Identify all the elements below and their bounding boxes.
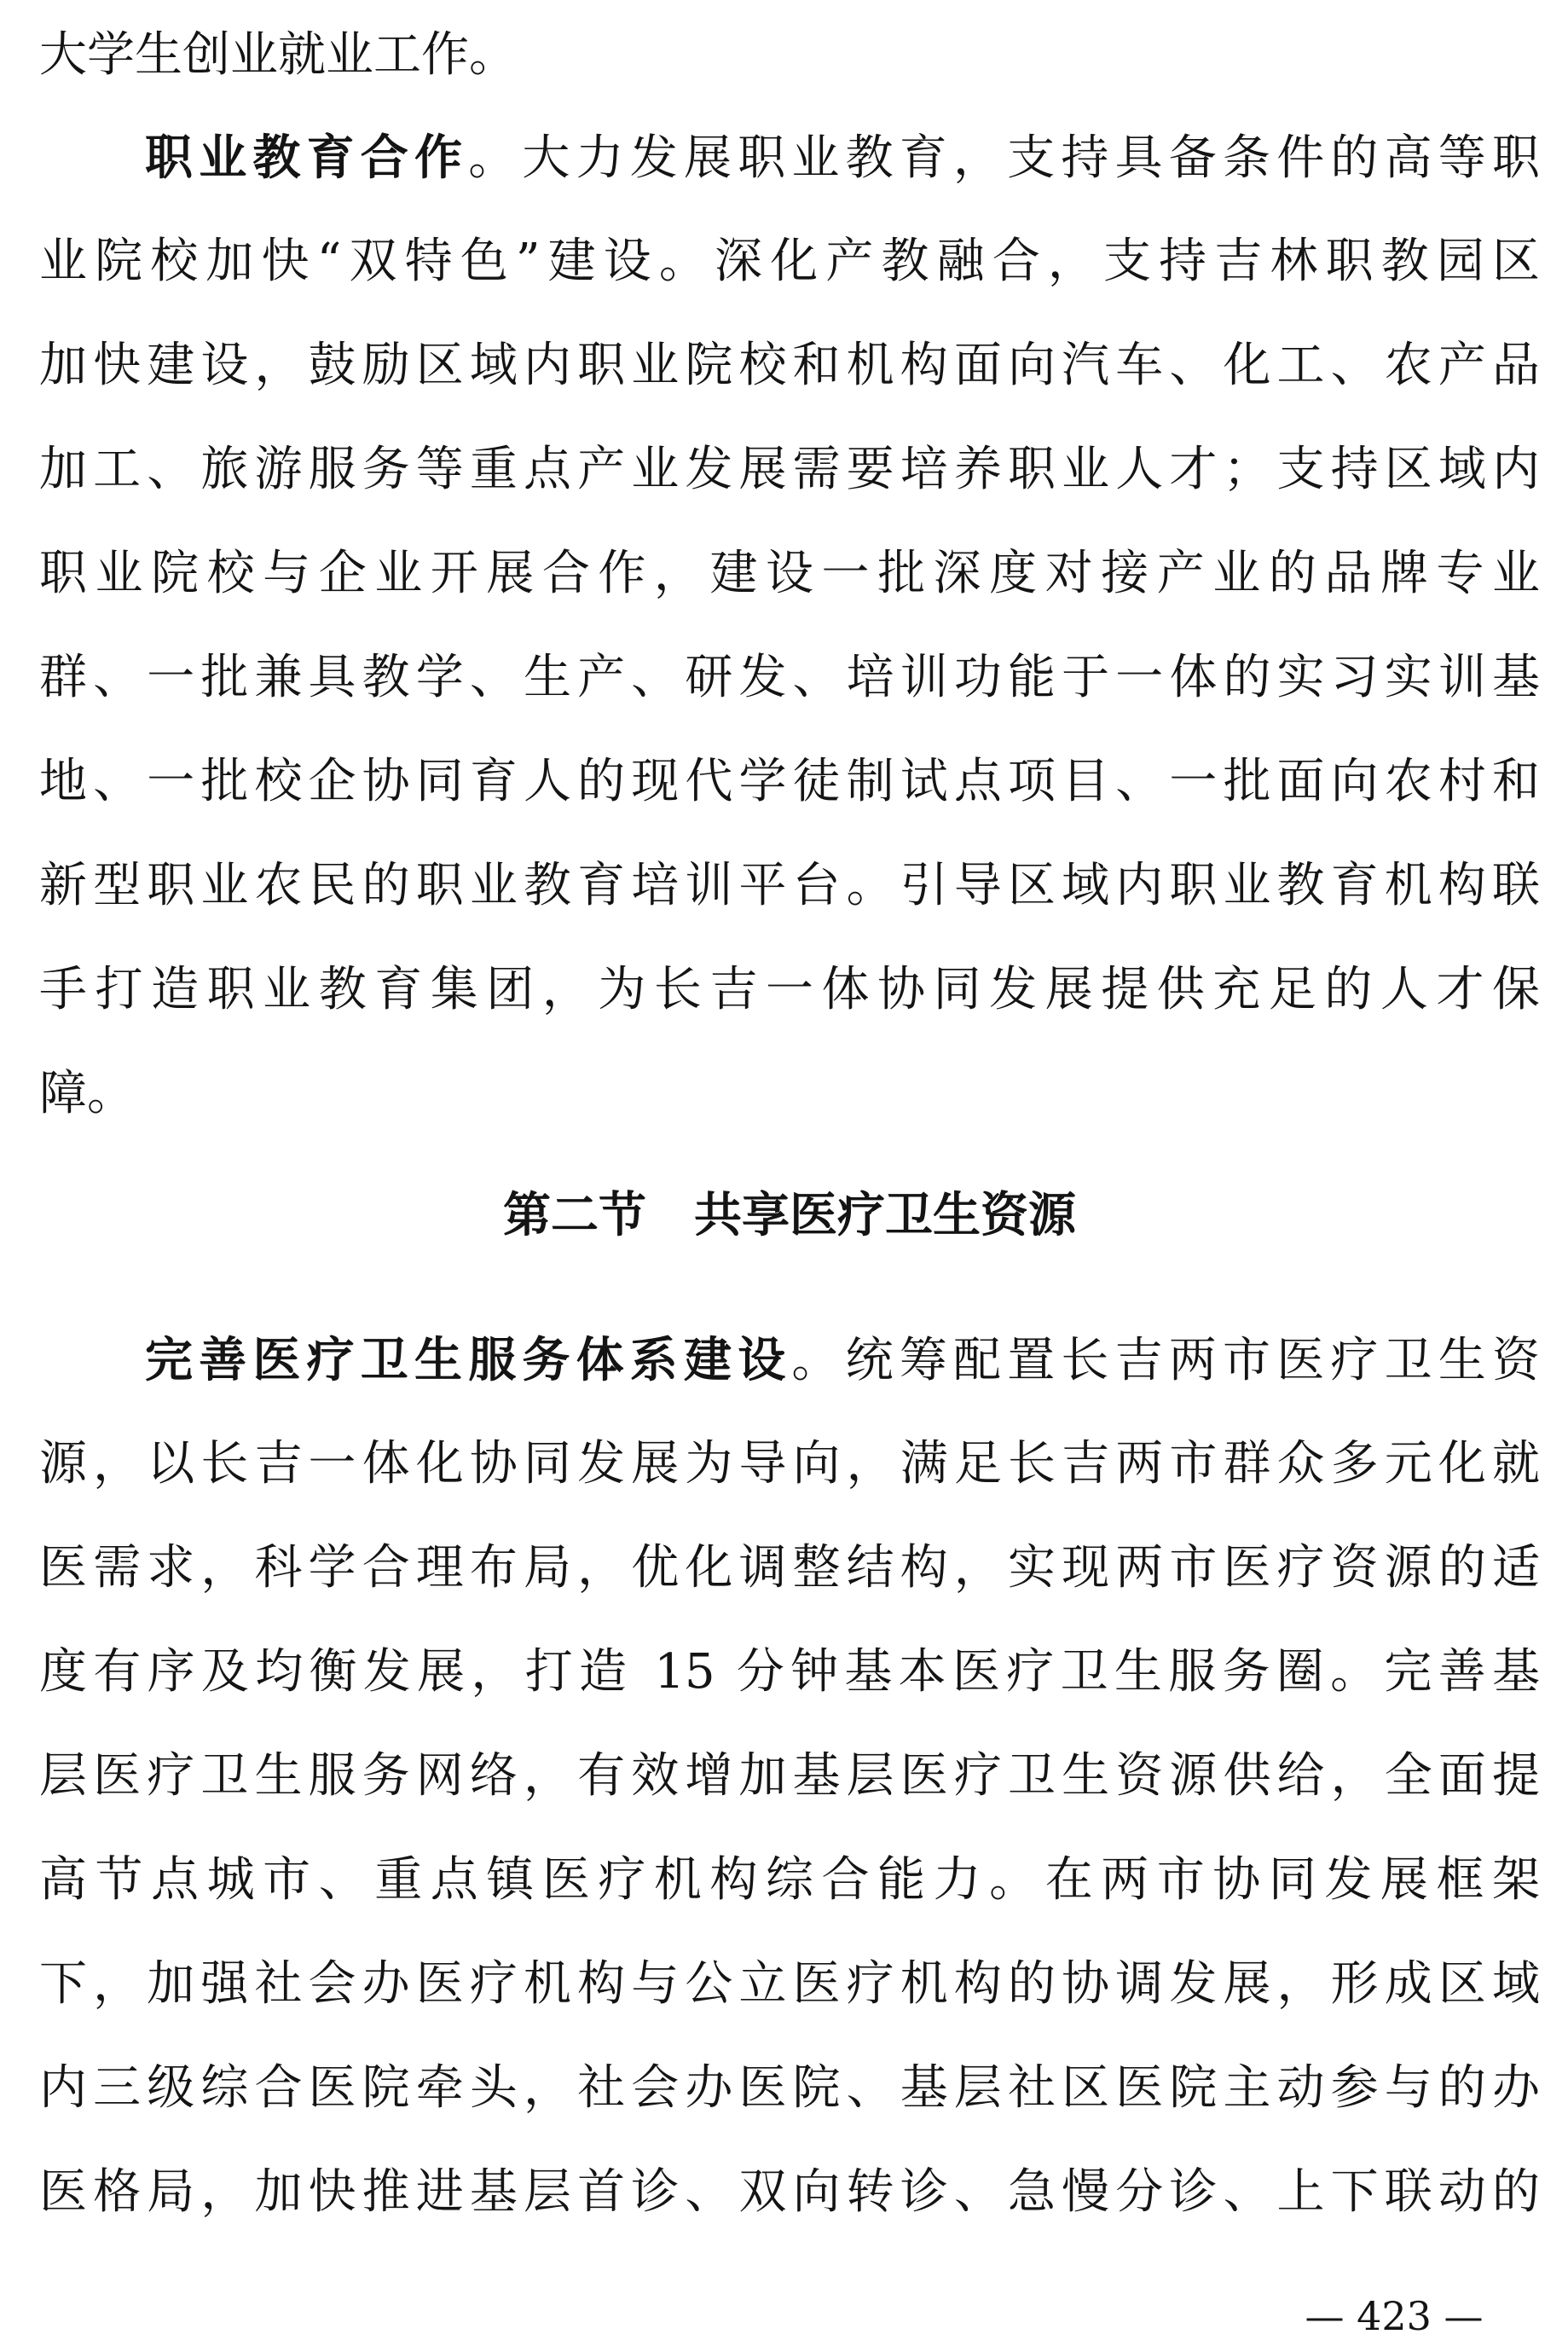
text-line: 业院校加快“双特色”建设。深化产教融合，支持吉林职教园区	[39, 234, 1540, 289]
text-line: 。大力发展职业教育，支持具备条件的高等职	[468, 130, 1540, 186]
text-line: 障。	[39, 1066, 135, 1121]
text-line: 加工、旅游服务等重点产业发展需要培养职业人才；支持区域内	[39, 442, 1540, 497]
text-line: 度有序及均衡发展，打造 15 分钟基本医疗卫生服务圈。完善基	[39, 1644, 1540, 1700]
text-line: 职业院校与企业开展合作，建设一批深度对接产业的品牌专业	[39, 546, 1540, 601]
text-line: 地、一批校企协同育人的现代学徒制试点项目、一批面向农村和	[39, 754, 1540, 809]
text-line: 大学生创业就业工作。	[39, 27, 517, 83]
text-line: 加快建设，鼓励区域内职业院校和机构面向汽车、化工、农产品	[39, 338, 1540, 393]
paragraph-first-line	[39, 119, 1540, 196]
text-line: 医需求，科学合理布局，优化调整结构，实现两市医疗资源的适	[39, 1540, 1540, 1596]
text-line: 群、一批兼具教学、生产、研发、培训功能于一体的实习实训基	[39, 650, 1540, 705]
text-line: 新型职业农民的职业教育培训平台。引导区域内职业教育机构联	[39, 858, 1540, 913]
paragraph-first-line	[39, 1322, 1540, 1399]
text-line: 高节点城市、重点镇医疗机构综合能力。在两市协同发展框架	[39, 1852, 1540, 1908]
text-line: 内三级综合医院牵头，社会办医院、基层社区医院主动参与的办	[39, 2060, 1540, 2116]
section-heading: 第二节 共享医疗卫生资源	[503, 1187, 1076, 1243]
text-line: 手打造职业教育集团，为长吉一体协同发展提供充足的人才保	[39, 962, 1540, 1017]
page-number: — 423 —	[1305, 2293, 1484, 2339]
text-line: 。统筹配置长吉两市医疗卫生资	[791, 1333, 1540, 1388]
text-line: 医格局，加快推进基层首诊、双向转诊、急慢分诊、上下联动的	[39, 2164, 1540, 2220]
text-line: 源，以长吉一体化协同发展为导向，满足长吉两市群众多元化就	[39, 1436, 1540, 1491]
text-line: 下，加强社会办医疗机构与公立医疗机构的协调发展，形成区域	[39, 1956, 1540, 2012]
paragraph-lead: 完善医疗卫生服务体系建设	[145, 1332, 792, 1388]
paragraph-lead: 职业教育合作	[145, 130, 469, 186]
text-line: 层医疗卫生服务网络，有效增加基层医疗卫生资源供给，全面提	[39, 1748, 1540, 1804]
